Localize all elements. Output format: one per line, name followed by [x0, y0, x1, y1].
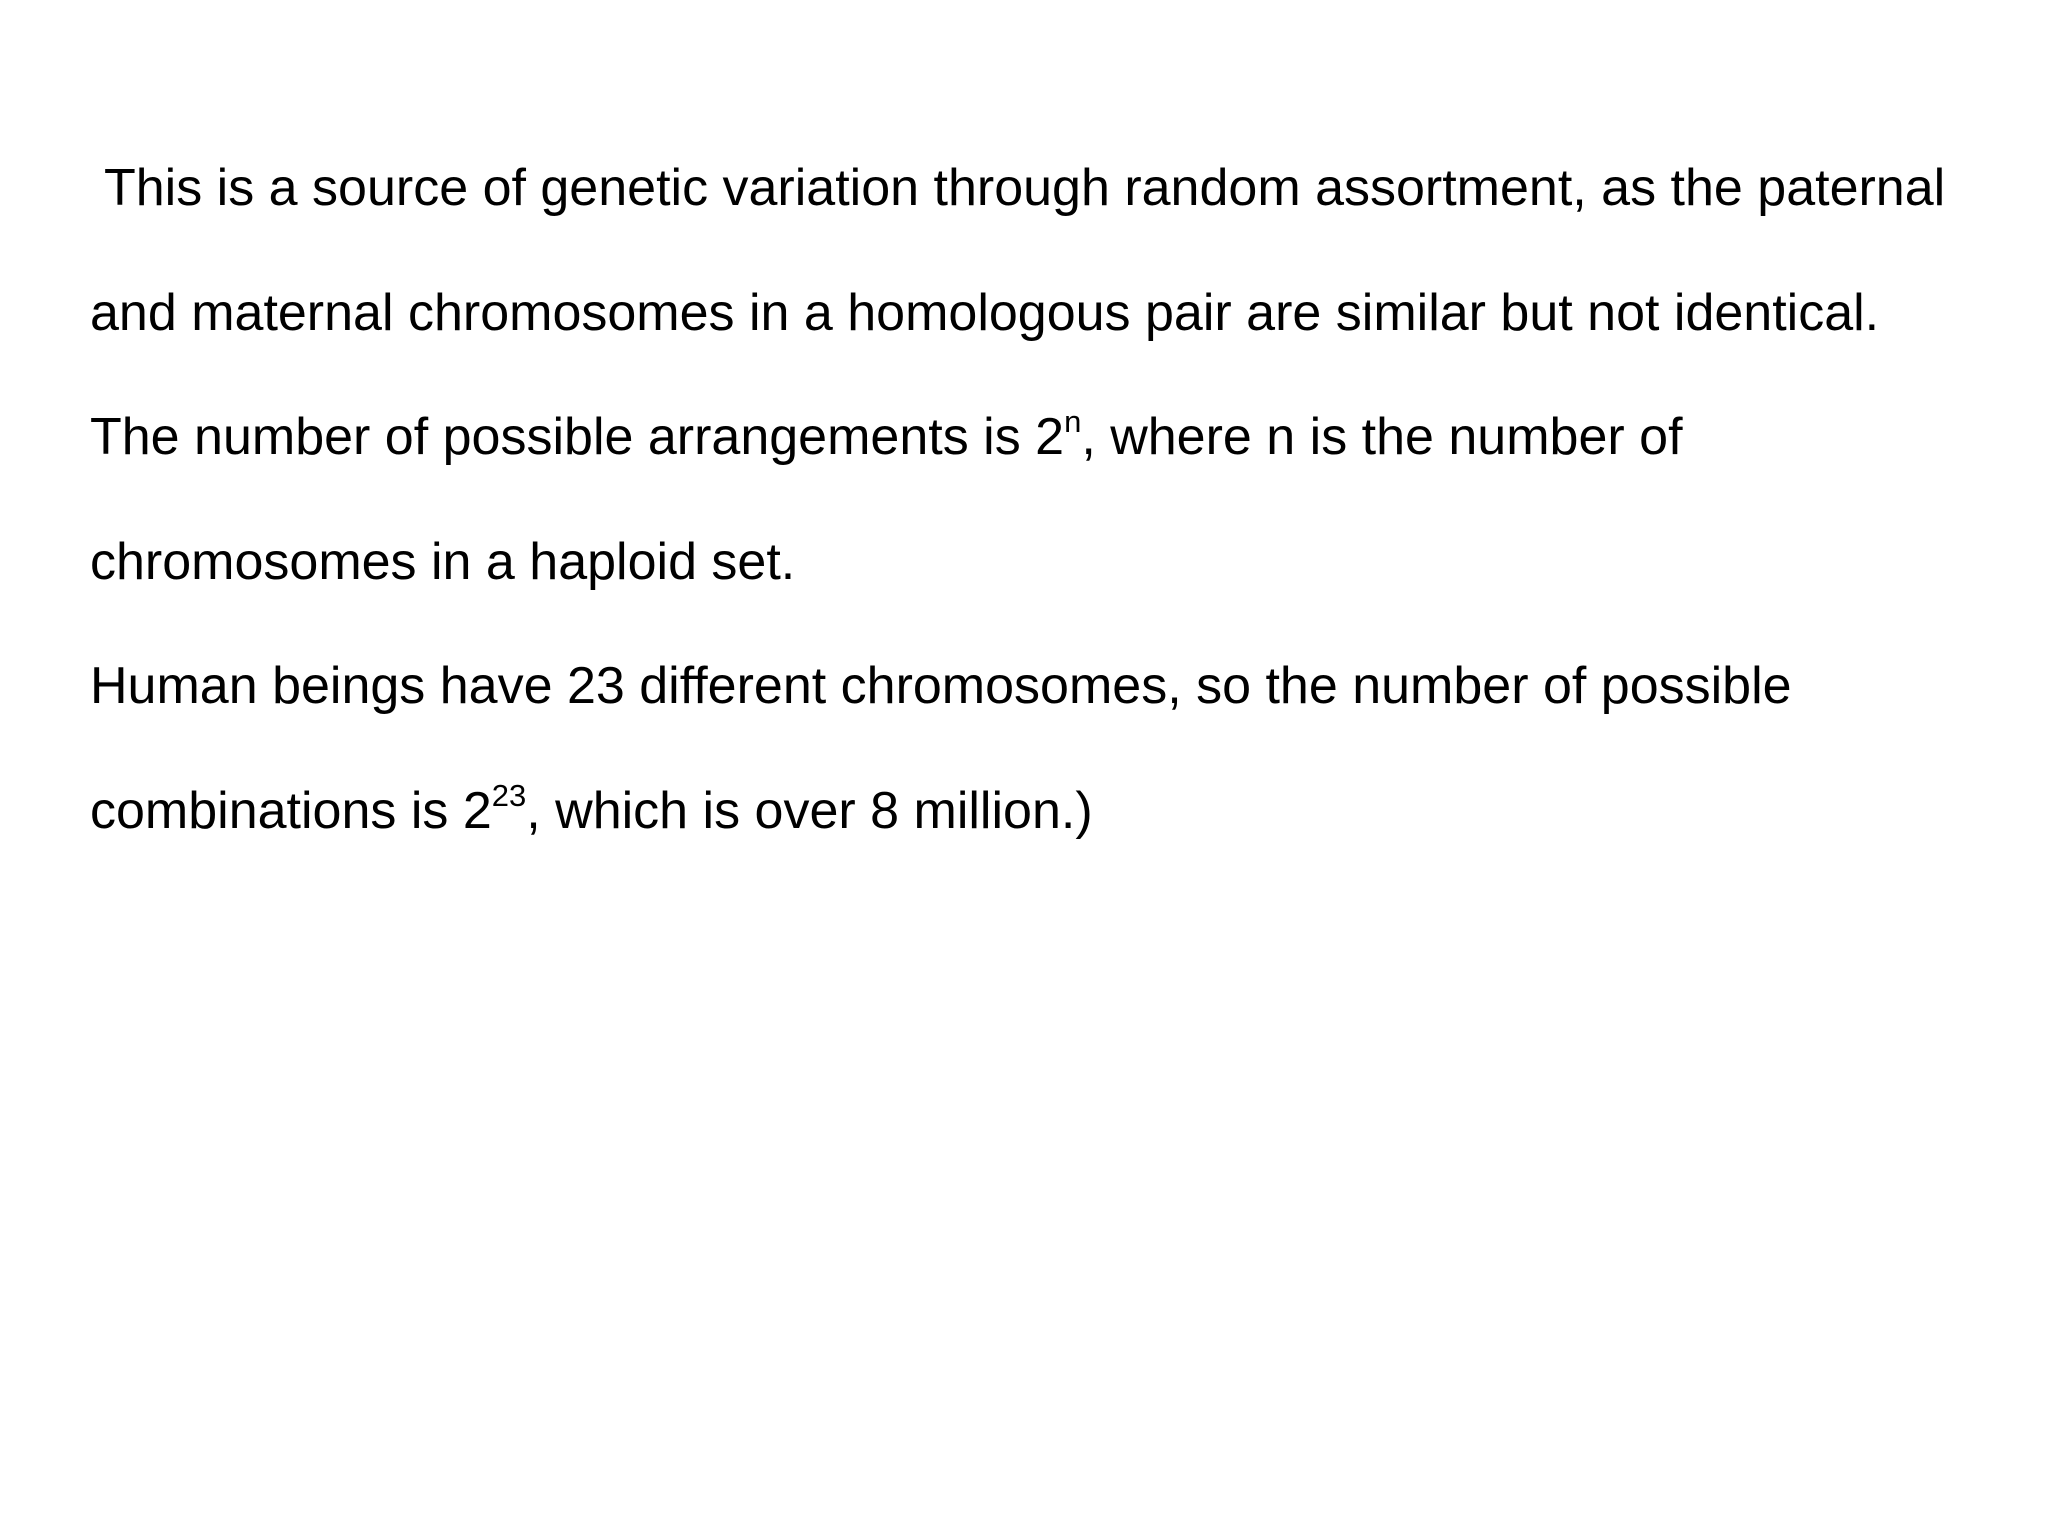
line-6-text-end: , which is over 8 million.): [526, 782, 1093, 840]
body-text-line-1: This is a source of genetic variation through random assortment, as the paternal: [104, 159, 1946, 217]
body-text-line-3: [90, 403, 1683, 467]
body-text-line-6: [90, 777, 1093, 841]
body-text-line-2: and maternal chromosomes in a homologous pair are similar but not identical.: [90, 284, 1880, 342]
exponent-n: n: [1064, 403, 1082, 439]
exponent-23: 23: [491, 777, 527, 813]
line-3-text-end: , where n is the number of: [1081, 408, 1683, 466]
body-text-line-4: chromosomes in a haploid set.: [90, 533, 796, 591]
body-text-line-5: Human beings have 23 different chromosomes, so the number of possible: [90, 657, 1792, 715]
line-6-text: combinations is 2: [90, 782, 492, 840]
line-3-text: The number of possible arrangements is 2: [90, 408, 1065, 466]
